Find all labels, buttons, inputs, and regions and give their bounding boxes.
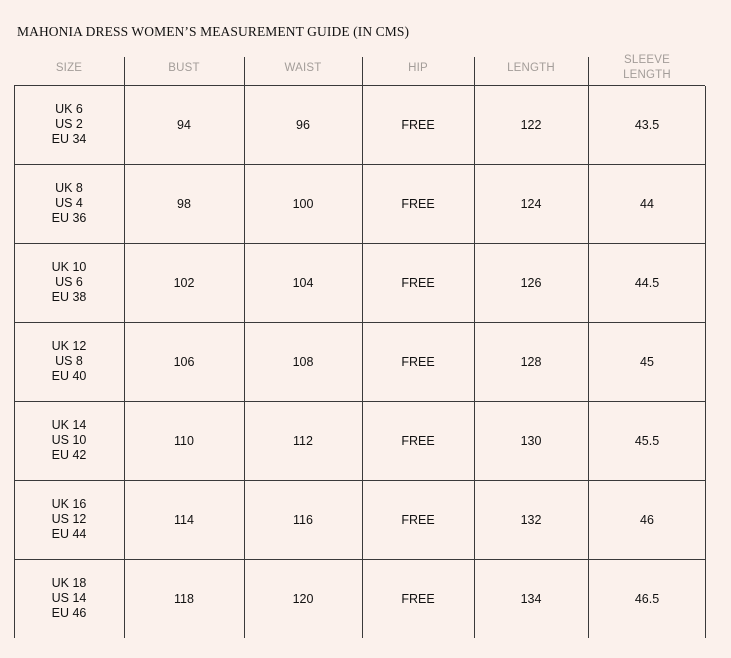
page-title: MAHONIA DRESS WOMEN’S MEASUREMENT GUIDE (IN CMS) bbox=[17, 24, 410, 39]
eu-size: EU 42 bbox=[51, 448, 87, 462]
waist-value: 100 bbox=[292, 196, 314, 211]
length-value: 130 bbox=[520, 433, 542, 448]
length-value: 126 bbox=[520, 275, 542, 290]
size-cell bbox=[14, 164, 124, 243]
length-value: 128 bbox=[520, 354, 542, 369]
uk-size: UK 12 bbox=[51, 339, 87, 353]
sleeve-value: 46 bbox=[640, 512, 654, 527]
us-size: US 4 bbox=[55, 196, 83, 210]
bust-value: 118 bbox=[174, 591, 194, 606]
eu-size: EU 34 bbox=[51, 132, 87, 146]
size-cell bbox=[14, 559, 124, 638]
waist-value: 116 bbox=[293, 512, 313, 527]
waist-value: 108 bbox=[292, 354, 314, 369]
size-cell bbox=[14, 243, 124, 322]
us-size: US 6 bbox=[55, 275, 83, 289]
header-sleeve-line1: SLEEVE bbox=[624, 54, 670, 66]
uk-size: UK 18 bbox=[51, 576, 87, 590]
sleeve-value: 45 bbox=[640, 354, 654, 369]
bust-value: 94 bbox=[177, 117, 191, 132]
length-value: 122 bbox=[520, 117, 542, 132]
us-size: US 14 bbox=[51, 591, 87, 605]
length-value: 124 bbox=[520, 196, 542, 211]
bust-value: 102 bbox=[173, 275, 195, 290]
waist-value: 120 bbox=[292, 591, 314, 606]
eu-size: EU 44 bbox=[51, 527, 87, 541]
bust-value: 106 bbox=[173, 354, 195, 369]
hip-value: FREE bbox=[401, 433, 435, 448]
sleeve-value: 44.5 bbox=[634, 275, 660, 290]
uk-size: UK 10 bbox=[51, 260, 87, 274]
header-length: LENGTH bbox=[507, 61, 555, 74]
us-size: US 12 bbox=[51, 512, 87, 526]
size-cell bbox=[14, 85, 124, 164]
hip-value: FREE bbox=[401, 117, 435, 132]
us-size: US 10 bbox=[51, 433, 87, 447]
size-cell bbox=[14, 401, 124, 480]
sleeve-value: 46.5 bbox=[634, 591, 660, 606]
size-cell bbox=[14, 480, 124, 559]
sleeve-value: 45.5 bbox=[634, 433, 660, 448]
hip-value: FREE bbox=[401, 512, 435, 527]
header-sleeve-length bbox=[588, 50, 706, 86]
sleeve-value: 43.5 bbox=[634, 117, 660, 132]
uk-size: UK 6 bbox=[55, 102, 83, 116]
uk-size: UK 8 bbox=[55, 181, 83, 195]
length-value: 134 bbox=[520, 591, 542, 606]
us-size: US 2 bbox=[55, 117, 83, 131]
size-cell bbox=[14, 322, 124, 401]
header-sleeve-line2: LENGTH bbox=[623, 69, 671, 81]
us-size: US 8 bbox=[55, 354, 83, 368]
hip-value: FREE bbox=[401, 196, 435, 211]
eu-size: EU 38 bbox=[51, 290, 87, 304]
bust-value: 110 bbox=[174, 433, 194, 448]
sleeve-value: 44 bbox=[640, 196, 654, 211]
header-hip: HIP bbox=[408, 61, 428, 74]
waist-value: 112 bbox=[293, 433, 313, 448]
eu-size: EU 36 bbox=[51, 211, 87, 225]
waist-value: 96 bbox=[296, 117, 310, 132]
header-waist: WAIST bbox=[284, 61, 322, 74]
length-value: 132 bbox=[520, 512, 542, 527]
hip-value: FREE bbox=[401, 275, 435, 290]
bust-value: 98 bbox=[177, 196, 191, 211]
waist-value: 104 bbox=[292, 275, 314, 290]
hip-value: FREE bbox=[401, 354, 435, 369]
header-size: SIZE bbox=[55, 61, 83, 74]
eu-size: EU 46 bbox=[51, 606, 87, 620]
bust-value: 114 bbox=[174, 512, 194, 527]
hip-value: FREE bbox=[401, 591, 435, 606]
uk-size: UK 16 bbox=[51, 497, 87, 511]
uk-size: UK 14 bbox=[51, 418, 87, 432]
header-bust: BUST bbox=[168, 61, 200, 74]
eu-size: EU 40 bbox=[51, 369, 87, 383]
